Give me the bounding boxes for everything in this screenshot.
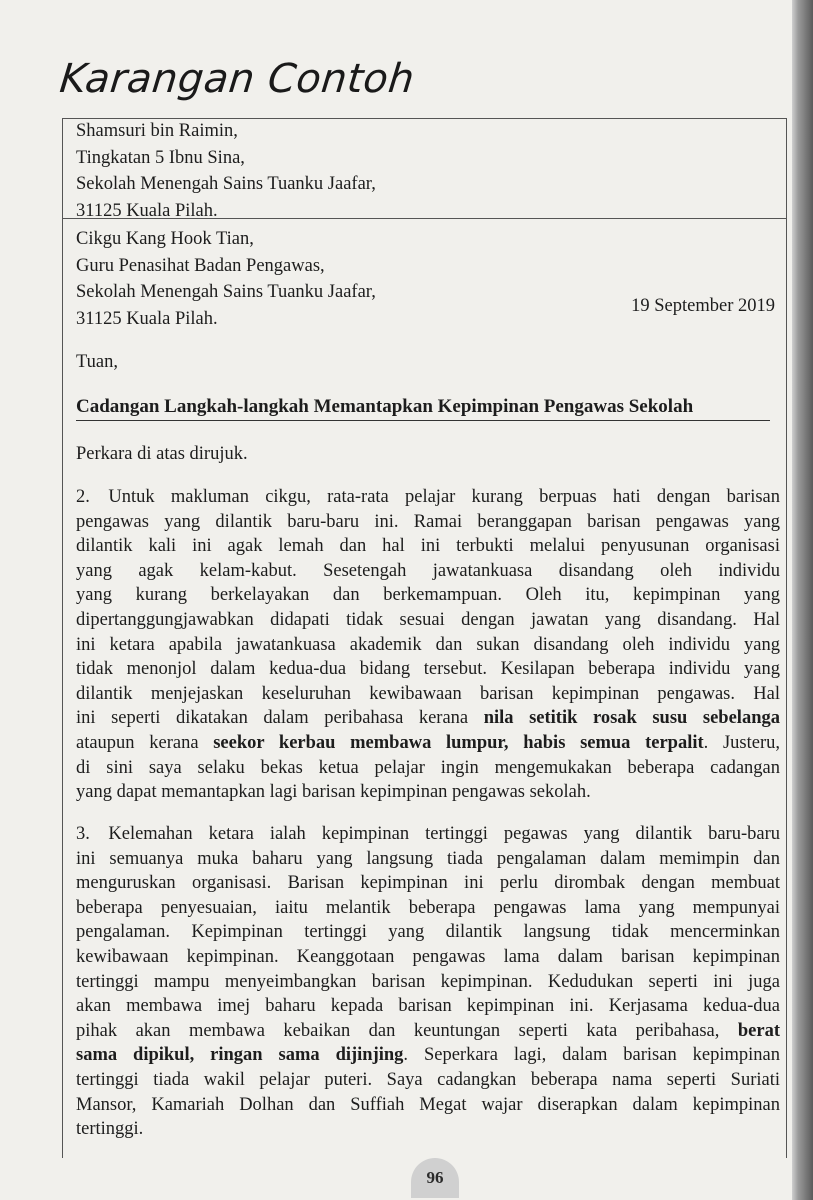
paragraph-2	[76, 485, 780, 805]
paragraph-line: tertinggi mampu menyeimbangkan barisan kepimpinan. Kedudukan seperti ini juga	[76, 971, 780, 992]
paragraph-line: di sini saya selaku bekas ketua pelajar ingin mengemukakan beberapa cadangan	[76, 757, 780, 778]
frame-right-border	[786, 118, 787, 1158]
paragraph-line	[76, 731, 780, 756]
recipient-line: Sekolah Menengah Sains Tuanku Jaafar,	[76, 282, 376, 302]
paragraph-line: ini semuanya muka baharu yang langsung tiada pengalaman dalam memimpin dan	[76, 848, 780, 869]
paragraph-3	[76, 822, 780, 1142]
paragraph-line: 2. Untuk makluman cikgu, rata-rata pelajar kurang berpuas hati dengan barisan	[76, 487, 780, 507]
paragraph-line: dilantik kali ini agak lemah dan hal ini terbukti melalui penyusunan organisasi	[76, 536, 780, 557]
proverb-bold: seekor kerbau membawa lumpur, habis semua terpalit	[213, 732, 704, 753]
text-run: ataupun kerana	[76, 732, 214, 753]
paragraph-line	[76, 1019, 780, 1044]
recipient-line: 31125 Kuala Pilah.	[76, 308, 218, 329]
paragraph-line: kewibawaan kepimpinan. Keanggotaan pengawas lama dalam barisan kepimpinan	[76, 946, 780, 967]
paragraph-line	[76, 706, 780, 731]
proverb-bold: nila setitik rosak susu sebelanga	[483, 708, 780, 729]
recipient-line: Cikgu Kang Hook Tian,	[76, 229, 254, 249]
paragraph-line: tertinggi tiada wakil pelajar puteri. Saya cadangkan beberapa nama seperti Suriati	[76, 1069, 780, 1090]
frame-left-border	[62, 118, 63, 1158]
paragraph-line: tertinggi.	[76, 1119, 144, 1140]
paragraph-line: Mansor, Kamariah Dolhan dan Suffiah Megat wajar diserapkan dalam kepimpinan	[76, 1094, 780, 1115]
paragraph-line: tidak menonjol dalam kedua-dua bidang tersebut. Kesilapan beberapa individu yang	[76, 659, 780, 680]
paragraph-line: pengawas yang dilantik baru-baru ini. Ramai beranggapan barisan pengawas yang	[76, 511, 780, 532]
proverb-bold: berat	[737, 1020, 780, 1041]
paragraph-line: pengalaman. Kepimpinan tertinggi yang dilantik langsung tidak mencerminkan	[76, 922, 780, 943]
text-run: . Justeru,	[703, 732, 781, 753]
paragraph-line: dilantik menjejaskan keseluruhan kewibawaan barisan kepimpinan pengawas. Hal	[76, 683, 780, 704]
text-run: pihak akan membawa kebaikan dan keuntungan seperti kata peribahasa,	[76, 1020, 738, 1041]
page-edge	[792, 0, 813, 1200]
recipient-line: Guru Penasihat Badan Pengawas,	[76, 255, 325, 276]
sender-line: Sekolah Menengah Sains Tuanku Jaafar,	[76, 174, 376, 194]
paragraph-line: 3. Kelemahan ketara ialah kepimpinan tertinggi pegawas yang dilantik baru-baru	[76, 824, 780, 844]
letter-date: 19 September 2019	[631, 296, 775, 316]
paragraph-line: yang agak kelam-kabut. Sesetengah jawatankuasa disandang oleh individu	[76, 560, 780, 581]
sender-address	[76, 118, 376, 224]
paragraph-line: yang kurang berkelayakan dan berkemampuan. Oleh itu, kepimpinan yang	[76, 585, 780, 606]
recipient-address	[76, 226, 376, 332]
paragraph-line: yang dapat memantapkan lagi barisan kepimpinan pengawas sekolah.	[76, 782, 591, 803]
page-number: 96	[411, 1158, 459, 1198]
proverb-bold: sama dipikul, ringan sama dijinjing	[76, 1045, 404, 1066]
paragraph-line: menguruskan organisasi. Barisan kepimpinan ini perlu dirombak dengan membuat	[76, 873, 780, 894]
letter-subject: Cadangan Langkah-langkah Memantapkan Kepimpinan Pengawas Sekolah	[76, 396, 770, 421]
sender-line: 31125 Kuala Pilah.	[76, 200, 218, 221]
sender-line: Shamsuri bin Raimin,	[76, 121, 238, 141]
paragraph-line: beberapa penyesuaian, iaitu melantik beberapa pengawas lama yang mempunyai	[76, 897, 780, 918]
sender-line: Tingkatan 5 Ibnu Sina,	[76, 147, 245, 168]
text-run: . Seperkara lagi, dalam barisan kepimpinan	[403, 1045, 780, 1066]
paragraph-line: ini ketara apabila jawatankuasa akademik dan sukan disandang oleh individu yang	[76, 634, 780, 655]
page-heading: Karangan Contoh	[57, 56, 417, 102]
paragraph-line	[76, 1043, 780, 1068]
text-run: ini seperti dikatakan dalam peribahasa kerana	[76, 708, 484, 729]
paragraph-line: dipertanggungjawabkan didapati tidak sesuai dengan jawatan yang disandang. Hal	[76, 609, 780, 630]
reference-line: Perkara di atas dirujuk.	[76, 444, 248, 464]
paragraph-line: akan membawa imej baharu kepada barisan kepimpinan ini. Kerjasama kedua-dua	[76, 996, 780, 1017]
salutation: Tuan,	[76, 352, 118, 372]
